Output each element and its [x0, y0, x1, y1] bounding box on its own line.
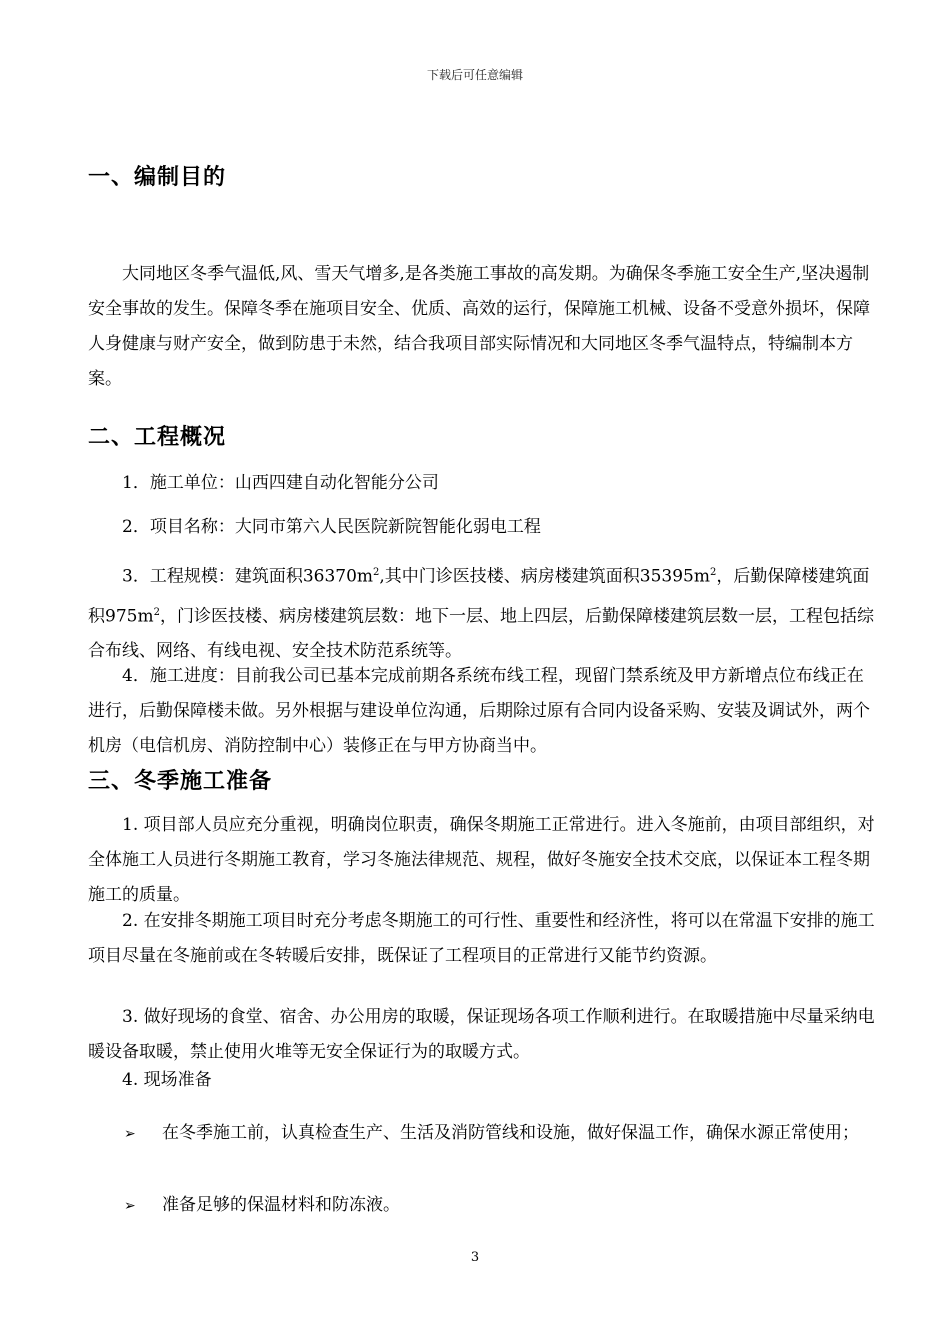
purpose-paragraph: 大同地区冬季气温低,风、雪天气增多,是各类施工事故的高发期。为确保冬季施工安全生产,坚决遏制安全事故的发生。保障冬季在施项目安全、优质、高效的运行，保障施工机械、设备不受意外损坏，保障人身健康与财产安全，做到防患于未然，结合我项目部实际情况和大同地区冬季气温特点，特编制本方案。: [88, 264, 870, 389]
superscript-2: 2: [373, 567, 380, 578]
prep-item-1: 1. 项目部人员应充分重视，明确岗位职责，确保冬期施工正常进行。进入冬施前，由项目部组织，对全体施工人员进行冬期施工教育，学习冬施法律规范、规程，做好冬施安全技术交底，以保证本工程冬期施工的质量。: [88, 815, 875, 905]
overview-item-3-part-2: ,其中门诊医技楼、病房楼建筑面积35395m: [379, 566, 710, 587]
bullet-item-2: [88, 1188, 878, 1224]
section-title-purpose: 一、编制目的: [88, 165, 227, 190]
superscript-2: 2: [710, 567, 717, 578]
prep-item-3: 3. 做好现场的食堂、宿舍、办公用房的取暖，保证现场各项工作顺利进行。在取暖措施中尽量采纳电暖设备取暖，禁止使用火堆等无安全保证行为的取暖方式。: [88, 1007, 875, 1062]
bullet-item-1: [88, 1116, 878, 1152]
overview-item-2: 2．项目名称：大同市第六人民医院新院智能化弱电工程: [122, 517, 541, 537]
overview-item-3-part-1: 3．工程规模：建筑面积36370m: [122, 566, 374, 587]
overview-item-1: 1．施工单位：山西四建自动化智能分公司: [122, 473, 439, 493]
overview-item-4: 4．施工进度：目前我公司已基本完成前期各系统布线工程，现留门禁系统及甲方新增点位布线正在进行，后勤保障楼未做。另外根据与建设单位沟通，后期除过原有合同内设备采购、安装及调试外，两个机房（电信机房、消防控制中心）装修正在与甲方协商当中。: [88, 666, 870, 756]
section-title-winter-prep: 三、冬季施工准备: [88, 769, 273, 794]
bullet-text-2: 准备足够的保温材料和防冻液。: [162, 1195, 400, 1215]
bullet-text-1: 在冬季施工前，认真检查生产、生活及消防管线和设施，做好保温工作，确保水源正常使用；: [162, 1123, 859, 1143]
arrow-bullet-icon: ➢: [124, 1126, 136, 1142]
superscript-2: 2: [153, 606, 160, 618]
prep-item-2: 2. 在安排冬期施工项目时充分考虑冬期施工的可行性、重要性和经济性，将可以在常温下安排的施工项目尽量在冬施前或在冬转暖后安排，既保证了工程项目的正常进行又能节约资源。: [88, 911, 875, 966]
arrow-bullet-icon: ➢: [124, 1198, 136, 1214]
page-number: 3: [470, 1250, 480, 1265]
prep-item-4: 4. 现场准备: [122, 1070, 212, 1090]
overview-item-3-part-4: ，门诊医技楼、病房楼建筑层数：地下一层、地上四层，后勤保障楼建筑层数一层，工程包括综合布线、网络、有线电视、安全技术防范系统等。: [88, 606, 874, 662]
overview-item-3: [88, 555, 878, 669]
section-title-overview: 二、工程概况: [88, 425, 227, 450]
page-header: 下载后可任意编辑: [426, 68, 523, 82]
overview-item-3-part-3: ，后勤保障楼建筑面积975m: [88, 566, 870, 627]
